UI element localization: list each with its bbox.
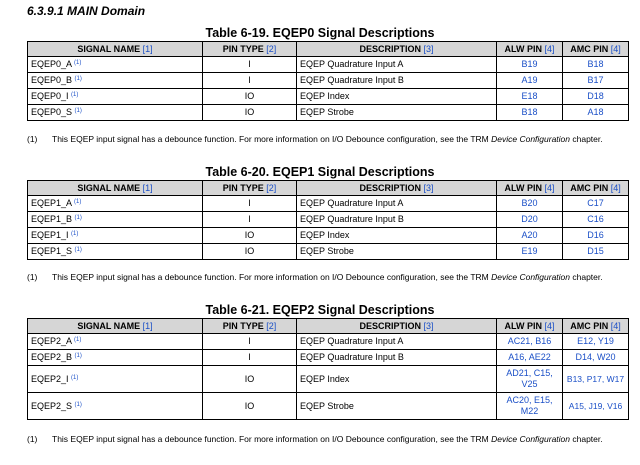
- amc-pin-link[interactable]: D14, W20: [563, 350, 629, 366]
- header-pin-type: PIN TYPE [2]: [203, 42, 297, 57]
- table-row: [28, 393, 629, 420]
- amc-pin-link[interactable]: B18: [563, 57, 629, 73]
- header-ref-link[interactable]: [3]: [423, 320, 434, 331]
- header-description: DESCRIPTION [3]: [297, 319, 497, 334]
- amc-pin-link[interactable]: B13, P17, W17: [563, 366, 629, 393]
- header-ref-link[interactable]: [1]: [142, 182, 153, 193]
- header-ref-link[interactable]: [2]: [266, 320, 277, 331]
- signal-name-cell: EQEP2_B $^{(1)}$: [28, 350, 203, 366]
- alw-pin-link[interactable]: B18: [497, 105, 563, 121]
- footnote-ref-link[interactable]: (1): [71, 92, 79, 98]
- signal-name-cell: EQEP1_I $^{(1)}$: [28, 228, 203, 244]
- header-signal-name: SIGNAL NAME [1]: [28, 42, 203, 57]
- header-amc-pin: AMC PIN [4]: [563, 319, 629, 334]
- description-cell: EQEP Strobe: [297, 393, 497, 420]
- table-header-row: [28, 319, 629, 334]
- signal-name-cell: EQEP2_I $^{(1)}$: [28, 366, 203, 393]
- trm-chapter-link[interactable]: Device Configuration: [491, 434, 571, 444]
- header-ref-link[interactable]: [4]: [544, 43, 555, 54]
- alw-pin-link[interactable]: E18: [497, 89, 563, 105]
- header-ref-link[interactable]: [1]: [142, 43, 153, 54]
- signal-name-cell: EQEP0_I $^{(1)}$: [28, 89, 203, 105]
- header-alw-pin: ALW PIN [4]: [497, 42, 563, 57]
- table-eqep0: [27, 41, 629, 121]
- pin-type-cell: I: [203, 196, 297, 212]
- header-ref-link[interactable]: [2]: [266, 43, 277, 54]
- table-caption-eqep0: Table 6-19. EQEP0 Signal Descriptions: [205, 26, 435, 40]
- footnote-ref-link[interactable]: (1): [74, 353, 82, 359]
- table-row: [28, 350, 629, 366]
- footnote-number: (1): [27, 272, 38, 282]
- footnote-ref-link[interactable]: (1): [74, 337, 82, 343]
- alw-pin-link[interactable]: B20: [497, 196, 563, 212]
- footnote-text: This EQEP input signal has a debounce function. For more information on I/O Debounce configuration, see the TRM Device Configuration chapter.: [52, 134, 603, 144]
- pin-type-cell: I: [203, 212, 297, 228]
- alw-pin-link[interactable]: AC21, B16: [497, 334, 563, 350]
- amc-pin-link[interactable]: A15, J19, V16: [563, 393, 629, 420]
- table-eqep1: [27, 180, 629, 260]
- header-amc-pin: AMC PIN [4]: [563, 181, 629, 196]
- footnote-ref-link[interactable]: (1): [74, 215, 82, 221]
- description-cell: EQEP Quadrature Input B: [297, 212, 497, 228]
- header-amc-pin: AMC PIN [4]: [563, 42, 629, 57]
- header-pin-type: PIN TYPE [2]: [203, 319, 297, 334]
- table-row: [28, 196, 629, 212]
- description-cell: EQEP Quadrature Input A: [297, 57, 497, 73]
- section-title: 6.3.9.1 MAIN Domain: [27, 4, 146, 18]
- header-description: DESCRIPTION [3]: [297, 42, 497, 57]
- footnote-number: (1): [27, 434, 38, 444]
- footnote-ref-link[interactable]: (1): [71, 374, 79, 381]
- signal-name-cell: EQEP1_A $^{(1)}$: [28, 196, 203, 212]
- header-alw-pin: ALW PIN [4]: [497, 181, 563, 196]
- footnote-text: This EQEP input signal has a debounce function. For more information on I/O Debounce configuration, see the TRM Device Configuration chapter.: [52, 434, 603, 444]
- header-pin-type: PIN TYPE [2]: [203, 181, 297, 196]
- amc-pin-link[interactable]: E12, Y19: [563, 334, 629, 350]
- pin-type-cell: I: [203, 334, 297, 350]
- footnote-ref-link[interactable]: (1): [74, 199, 82, 205]
- description-cell: EQEP Index: [297, 366, 497, 393]
- pin-type-cell: I: [203, 73, 297, 89]
- amc-pin-link[interactable]: D16: [563, 228, 629, 244]
- alw-pin-link[interactable]: A20: [497, 228, 563, 244]
- table-row: [28, 57, 629, 73]
- amc-pin-link[interactable]: D15: [563, 244, 629, 260]
- footnote-ref-link[interactable]: (1): [74, 60, 82, 66]
- header-ref-link[interactable]: [4]: [610, 182, 621, 193]
- header-signal-name: SIGNAL NAME [1]: [28, 181, 203, 196]
- trm-chapter-link[interactable]: Device Configuration: [491, 272, 571, 282]
- table-caption-eqep2: Table 6-21. EQEP2 Signal Descriptions: [205, 303, 435, 317]
- header-ref-link[interactable]: [3]: [423, 43, 434, 54]
- table-row: [28, 366, 629, 393]
- description-cell: EQEP Index: [297, 89, 497, 105]
- alw-pin-link[interactable]: AC20, E15, M22: [497, 393, 563, 420]
- table-caption-eqep1: Table 6-20. EQEP1 Signal Descriptions: [205, 165, 435, 179]
- table-row: [28, 73, 629, 89]
- footnote-ref-link[interactable]: (1): [74, 108, 82, 114]
- pin-type-cell: IO: [203, 393, 297, 420]
- alw-pin-link[interactable]: A19: [497, 73, 563, 89]
- footnote-ref-link[interactable]: (1): [71, 231, 79, 237]
- header-ref-link[interactable]: [4]: [544, 182, 555, 193]
- signal-name-cell: EQEP1_S $^{(1)}$: [28, 244, 203, 260]
- description-cell: EQEP Quadrature Input B: [297, 73, 497, 89]
- signal-name-cell: EQEP0_B $^{(1)}$: [28, 73, 203, 89]
- header-ref-link[interactable]: [4]: [610, 43, 621, 54]
- header-ref-link[interactable]: [4]: [544, 320, 555, 331]
- pin-type-cell: I: [203, 350, 297, 366]
- amc-pin-link[interactable]: C16: [563, 212, 629, 228]
- description-cell: EQEP Quadrature Input A: [297, 196, 497, 212]
- footnote-ref-link[interactable]: (1): [74, 247, 82, 253]
- pin-type-cell: IO: [203, 105, 297, 121]
- alw-pin-link[interactable]: B19: [497, 57, 563, 73]
- table-header-row: [28, 42, 629, 57]
- footnote-ref-link[interactable]: (1): [74, 401, 82, 408]
- pin-type-cell: IO: [203, 228, 297, 244]
- header-ref-link[interactable]: [2]: [266, 182, 277, 193]
- description-cell: EQEP Quadrature Input A: [297, 334, 497, 350]
- signal-name-cell: EQEP2_A $^{(1)}$: [28, 334, 203, 350]
- signal-name-cell: EQEP0_A $^{(1)}$: [28, 57, 203, 73]
- table-row: [28, 244, 629, 260]
- header-description: DESCRIPTION [3]: [297, 181, 497, 196]
- amc-pin-link[interactable]: C17: [563, 196, 629, 212]
- description-cell: EQEP Strobe: [297, 244, 497, 260]
- header-ref-link[interactable]: [1]: [142, 320, 153, 331]
- table-eqep2: [27, 318, 629, 420]
- table-row: [28, 89, 629, 105]
- description-cell: EQEP Index: [297, 228, 497, 244]
- header-ref-link[interactable]: [4]: [610, 320, 621, 331]
- pin-type-cell: IO: [203, 244, 297, 260]
- alw-pin-link[interactable]: D20: [497, 212, 563, 228]
- alw-pin-link[interactable]: A16, AE22: [497, 350, 563, 366]
- footnote-ref-link[interactable]: (1): [74, 76, 82, 82]
- pin-type-cell: IO: [203, 89, 297, 105]
- pin-type-cell: I: [203, 57, 297, 73]
- table-header-row: [28, 181, 629, 196]
- footnote-text: This EQEP input signal has a debounce function. For more information on I/O Debounce configuration, see the TRM Device Configuration chapter.: [52, 272, 603, 282]
- signal-name-cell: EQEP0_S $^{(1)}$: [28, 105, 203, 121]
- description-cell: EQEP Strobe: [297, 105, 497, 121]
- signal-name-cell: EQEP1_B $^{(1)}$: [28, 212, 203, 228]
- alw-pin-link[interactable]: AD21, C15, V25: [497, 366, 563, 393]
- footnote-number: (1): [27, 134, 38, 144]
- description-cell: EQEP Quadrature Input B: [297, 350, 497, 366]
- amc-pin-link[interactable]: B17: [563, 73, 629, 89]
- signal-name-cell: EQEP2_S $^{(1)}$: [28, 393, 203, 420]
- table-row: [28, 334, 629, 350]
- amc-pin-link[interactable]: A18: [563, 105, 629, 121]
- pin-type-cell: IO: [203, 366, 297, 393]
- header-alw-pin: ALW PIN [4]: [497, 319, 563, 334]
- alw-pin-link[interactable]: E19: [497, 244, 563, 260]
- trm-chapter-link[interactable]: Device Configuration: [491, 134, 571, 144]
- table-row: [28, 105, 629, 121]
- header-signal-name: SIGNAL NAME [1]: [28, 319, 203, 334]
- header-ref-link[interactable]: [3]: [423, 182, 434, 193]
- amc-pin-link[interactable]: D18: [563, 89, 629, 105]
- table-row: [28, 212, 629, 228]
- table-row: [28, 228, 629, 244]
